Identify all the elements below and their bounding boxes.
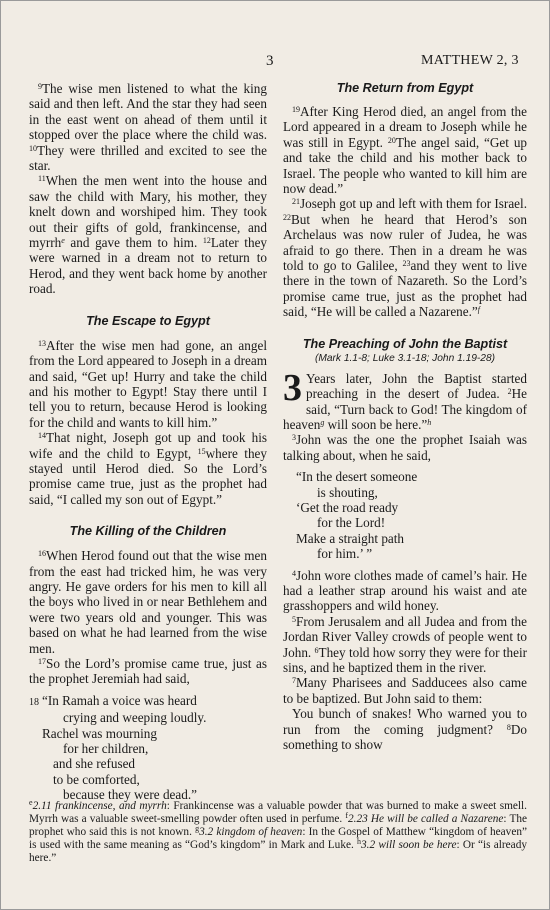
verse-3: $^3$John was the one the prophet Isaiah was talking about, when he said,: [283, 432, 527, 463]
chapter-number: 3: [283, 366, 302, 409]
verse-number: 18: [29, 696, 39, 708]
verse-number: 15: [197, 446, 206, 456]
verse-number: 12: [202, 236, 211, 246]
verse-number: 7: [292, 676, 296, 686]
verse-number: 16: [38, 549, 46, 559]
verse-21-23: $^{21}$Joseph got up and left with them for Israel. $^{22}$But when he heard that Herod’s son Archelaus was now ruler of Judea, he was afraid to go there. Then in a dream he was told to go to Galilee, $^{23}$and they went to live there in the town of Nazareth. So the Lord’s promise came true, just as the prophet had said, “He will be called a Nazarene.”$^f$: [283, 196, 528, 320]
verse-16: $^{16}$When Herod found out that the wise men from the east had tricked him, he was very angry. He gave orders for his men to kill all the boys who lived in or near Bethlehem and were two years old and younger. This was based on what he had learned from the wise men.: [29, 548, 267, 656]
verse-number: 21: [292, 197, 300, 207]
verse-number: 20: [387, 135, 396, 145]
poem-verse-18: 18 “In Ramah a voice was heard crying and weeping loudly. Rachel was mourning for her children, and she refused to be comforted, because they were dead.”: [29, 692, 207, 803]
verse-number: 2: [507, 387, 512, 397]
footnote-f: $^f$2.23 He will be called a Nazarene: The prophet who said this is not known.: [29, 811, 528, 838]
page-number: 3: [266, 53, 274, 69]
verse-19-20: $^{19}$After King Herod died, an angel from the Lord appeared in a dream to Joseph while he was still in Egypt. $^{20}$The angel said, “Get up and take the child and his mother back to Israel. The people who wanted to kill him are now dead.”: [283, 104, 528, 197]
verse-13: $^{13}$After the wise men had gone, an angel from the Lord appeared to Joseph in a dream and said, “Get up! Hurry and take the child and his mother to Egypt! Stay there until I tell you to return, because Herod is looking for the child and wants to kill him.”: [29, 337, 267, 430]
verse-number: 6: [314, 645, 319, 655]
verse-number: 23: [402, 259, 411, 269]
left-column: [29, 81, 267, 809]
verse-7: $^7$Many Pharisees and Sadducees also came to be baptized. But John said to them:: [283, 675, 527, 706]
verse-number: 9: [38, 82, 42, 91]
verse-number: 17: [38, 657, 46, 666]
section-heading-killing: The Killing of the Children: [69, 524, 227, 539]
footnote-marker: f: [477, 305, 481, 315]
verse-number: 5: [292, 614, 296, 624]
verse-7-8-speech: You bunch of snakes! Who warned you to run from the coming judgment? $^8$Do something to show: [283, 706, 527, 753]
section-heading-john: The Preaching of John the Baptist: [302, 336, 508, 351]
footnotes: [29, 800, 527, 865]
running-head: MATTHEW 2, 3: [421, 53, 519, 68]
verse-number: 8: [506, 722, 511, 732]
verse-number: 3: [292, 433, 296, 443]
section-heading-escape: The Escape to Egypt: [86, 313, 210, 328]
verse-17: $^{17}$So the Lord’s promise came true, just as the prophet Jeremiah had said,: [29, 656, 267, 687]
right-column: [283, 81, 527, 752]
footnote-h: $^h$3.2 will soon be here: Or “is already here.”: [29, 837, 527, 864]
footnote-marker: e: [61, 236, 65, 246]
verse-5-6: $^5$From Jerusalem and all Judea and from the Jordan River Valley crowds of people went to John. $^6$They told how sorry they were for their sins, and he baptized them in the river.: [283, 613, 527, 675]
footnote-marker: g: [320, 417, 325, 427]
verse-11-12: $^{11}$When the men went into the house and saw the child with Mary, his mother, they knelt down and worshiped him. They took out their gifts of gold, frankincense, and myrrh$^e$ and gave them to him. $^{12}$Later they were warned in a dream not to return to Herod, and they went back home by another road.: [29, 173, 268, 297]
verse-number: 22: [283, 212, 291, 222]
verse-number: 11: [38, 174, 46, 184]
verse-number: 13: [38, 338, 46, 348]
cross-references: (Mark 1.1-8; Luke 3.1-18; John 1.19-28): [314, 352, 496, 364]
verse-number: 19: [292, 105, 300, 114]
verse-14-15: $^{14}$That night, Joseph got up and took his wife and the child to Egypt, $^{15}$where they stayed until Herod died. So the Lord’s promise came true, just as the prophet had said, “I called my son out of Egypt.”: [29, 430, 267, 507]
footnote-g: $^g$3.2 kingdom of heaven: In the Gospel of Matthew “kingdom of heaven” is used with the same meaning as “God’s kingdom” in Mark and Luke.: [29, 824, 527, 851]
poem-isaiah: “In the desert someone is shouting, ‘Get the road ready for the Lord! Make a straight path for him.’ ”: [296, 469, 418, 562]
verse-9-10: $^9$The wise men listened to what the king said and then left. And the star they had seen in the east went on ahead of them until it stopped over the place where the child was. $^{10}$They were thrilled and excited to see the star.: [29, 81, 267, 174]
footnote-e: $^e$2.11 frankincense, and myrrh: Frankincense was a valuable powder that was burned to make a sweet smell. Myrrh was a valuable sweet-smelling powder often used in perfume.: [29, 798, 527, 825]
section-heading-return: The Return from Egypt: [336, 81, 474, 95]
verse-number: 14: [38, 431, 46, 441]
verse-number: 4: [292, 568, 296, 578]
chapter-3-verse-1-2: 3 Years later, John the Baptist started preaching in the desert of Judea. $^2$He said, “Turn back to God! The kingdom of heaven$^g$ will soon be here.”$^h$: [283, 366, 528, 432]
footnote-marker: h: [427, 417, 432, 427]
verse-number: 10: [29, 143, 37, 153]
verse-4: $^4$John wore clothes made of camel’s hair. He had a leather strap around his waist and ate grasshoppers and wild honey.: [283, 567, 527, 614]
